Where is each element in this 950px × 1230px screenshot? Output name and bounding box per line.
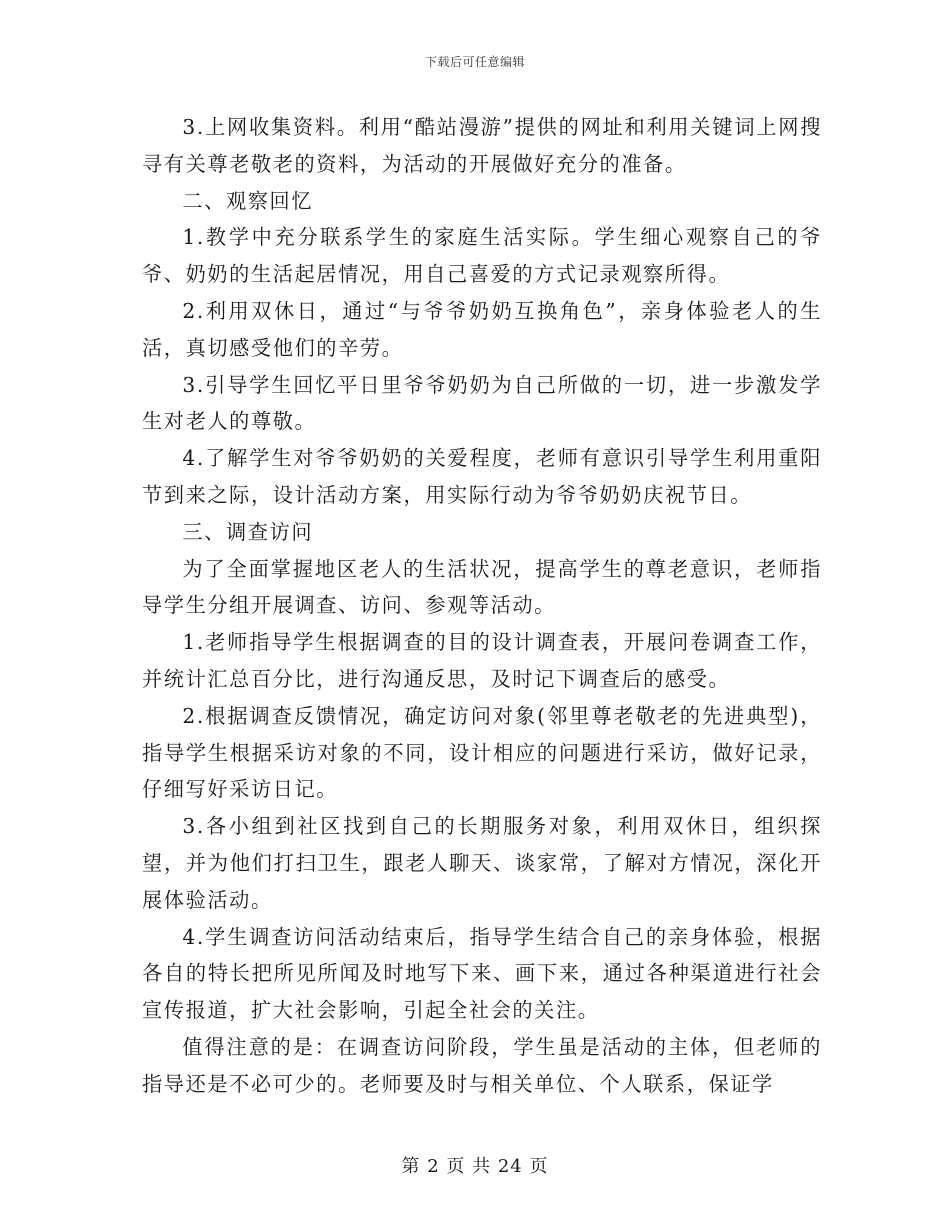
paragraph: 1.教学中充分联系学生的家庭生活实际。学生细心观察自己的爷爷、奶奶的生活起居情况，用自己喜爱的方式记录观察所得。 <box>142 225 822 287</box>
paragraph: 3.各小组到社区找到自己的长期服务对象，利用双休日，组织探望，并为他们打扫卫生，跟老人聊天、谈家常，了解对方情况，深化开展体验活动。 <box>142 814 822 912</box>
paragraph: 4.了解学生对爷爷奶奶的关爱程度，老师有意识引导学生利用重阳节到来之际，设计活动方案，用实际行动为爷爷奶奶庆祝节日。 <box>142 446 822 507</box>
paragraph: 2.利用双休日，通过“与爷爷奶奶互换角色”，亲身体验老人的生活，真切感受他们的辛劳。 <box>142 298 822 360</box>
paragraph: 3.上网收集资料。利用“酷站漫游”提供的网址和利用关键词上网搜寻有关尊老敬老的资料，为活动的开展做好充分的准备。 <box>142 115 822 176</box>
page-number: 第 2 页 共 24 页 <box>401 1156 549 1177</box>
paragraph: 4.学生调查访问活动结束后，指导学生结合自己的亲身体验，根据各自的特长把所见所闻及时地写下来、画下来，通过各种渠道进行社会宣传报道，扩大社会影响，引起全社会的关注。 <box>142 924 822 1023</box>
paragraph: 为了全面掌握地区老人的生活状况，提高学生的尊老意识，老师指导学生分组开展调查、访问、参观等活动。 <box>142 556 822 618</box>
document-body <box>142 109 822 1103</box>
paragraph: 值得注意的是：在调查访问阶段，学生虽是活动的主体，但老师的指导还是不必可少的。老师要及时与相关单位、个人联系，保证学 <box>142 1034 822 1096</box>
paragraph: 1.老师指导学生根据调查的目的设计调查表，开展问卷调查工作，并统计汇总百分比，进行沟通反思，及时记下调查后的感受。 <box>142 630 822 691</box>
paragraph: 3.引导学生回忆平日里爷爷奶奶为自己所做的一切，进一步激发学生对老人的尊敬。 <box>142 372 822 434</box>
section-heading: 二、观察回忆 <box>182 188 314 213</box>
section-heading: 三、调查访问 <box>182 519 314 544</box>
header-note: 下载后可任意编辑 <box>424 55 525 69</box>
paragraph: 2.根据调查反馈情况，确定访问对象(邻里尊老敬老的先进典型)，指导学生根据采访对象的不同，设计相应的问题进行采访，做好记录，仔细写好采访日记。 <box>142 703 822 802</box>
